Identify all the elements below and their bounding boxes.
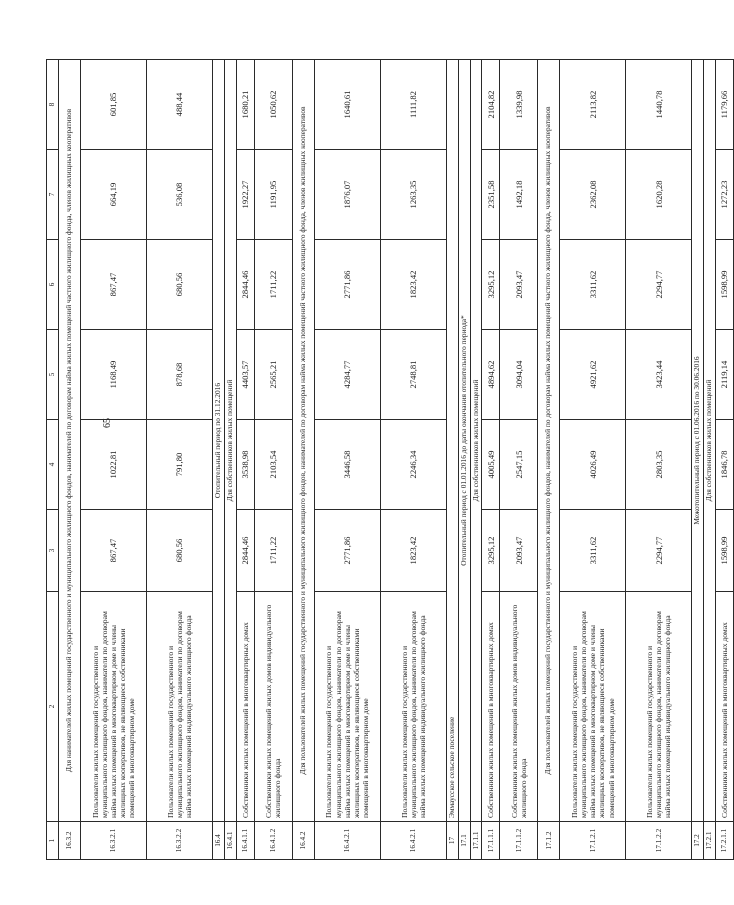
section-title: Межотопительный период с 01.06.2016 по 30.06.2016 — [692, 60, 704, 822]
tariff-value: 536,08 — [147, 150, 213, 240]
tariff-value: 2771,86 — [314, 240, 380, 330]
tariff-value: 1339,98 — [500, 60, 538, 150]
row-code: 17.1.2.2 — [626, 822, 692, 860]
tariff-value: 3311,62 — [560, 240, 626, 330]
section-title: Для собственников жилых помещений — [704, 60, 716, 822]
row-code: 17 — [446, 822, 458, 860]
tariff-value: 2246,34 — [380, 420, 446, 510]
tariff-value: 2565,21 — [254, 330, 292, 420]
section-row — [224, 60, 236, 860]
row-code: 17.2 — [692, 822, 704, 860]
column-number: 4 — [47, 420, 59, 510]
tariff-table-wrapper — [46, 60, 734, 860]
tariff-value: 2748,81 — [380, 330, 446, 420]
row-code: 16.4.1.2 — [254, 822, 292, 860]
section-row — [59, 60, 81, 860]
tariff-value: 1823,42 — [380, 240, 446, 330]
section-row — [446, 60, 458, 860]
column-number: 5 — [47, 330, 59, 420]
tariff-value: 2093,47 — [500, 240, 538, 330]
tariff-value: 1876,07 — [314, 150, 380, 240]
consumer-category: Пользователи жилых помещений государственного и муниципального жилищного фондов, наниматели по договорам найма жилых помещений индивидуального жилищного фонда — [147, 592, 213, 822]
table-row — [147, 60, 213, 860]
column-number: 2 — [47, 592, 59, 822]
table-row — [716, 60, 734, 860]
tariff-table — [46, 59, 734, 860]
section-row — [704, 60, 716, 860]
table-row — [236, 60, 254, 860]
row-code: 17.2.1.1 — [716, 822, 734, 860]
column-numbers-row — [47, 60, 59, 860]
column-number: 7 — [47, 150, 59, 240]
table-row — [254, 60, 292, 860]
tariff-value: 4921,62 — [560, 330, 626, 420]
consumer-category: Собственники жилых помещений в многоквартирных домах — [716, 592, 734, 822]
tariff-value: 2351,58 — [482, 150, 500, 240]
tariff-value: 1711,22 — [254, 240, 292, 330]
tariff-value: 4026,49 — [560, 420, 626, 510]
tariff-value: 1846,78 — [716, 420, 734, 510]
tariff-value: 2362,08 — [560, 150, 626, 240]
tariff-value: 4894,62 — [482, 330, 500, 420]
row-code: 16.4 — [213, 822, 225, 860]
tariff-value: 3423,44 — [626, 330, 692, 420]
column-number: 6 — [47, 240, 59, 330]
tariff-value: 1640,61 — [314, 60, 380, 150]
tariff-value: 2104,82 — [482, 60, 500, 150]
tariff-value: 4403,57 — [236, 330, 254, 420]
tariff-value: 867,47 — [81, 510, 147, 592]
tariff-value: 601,85 — [81, 60, 147, 150]
tariff-value: 3295,12 — [482, 510, 500, 592]
table-row — [500, 60, 538, 860]
tariff-value: 2844,46 — [236, 240, 254, 330]
section-row — [292, 60, 314, 860]
tariff-value: 1050,62 — [254, 60, 292, 150]
row-code: 17.1.1 — [470, 822, 482, 860]
tariff-value: 867,47 — [81, 240, 147, 330]
tariff-value: 1191,95 — [254, 150, 292, 240]
row-code: 16.4.1 — [224, 822, 236, 860]
tariff-value: 1598,99 — [716, 510, 734, 592]
consumer-category: Пользователи жилых помещений государственного и муниципального жилищного фондов, наниматели по договорам найма жилых помещений индивидуального жилищного фонда — [626, 592, 692, 822]
consumer-category: Пользователи жилых помещений государственного и муниципального жилищного фондов, наниматели по договорам найма жилых помещений в многоквартирном доме и члены жилищных кооперативов, не являющиеся собственниками помещений в многоквартирном доме — [81, 592, 147, 822]
section-title: Для собственников жилых помещений — [470, 60, 482, 822]
tariff-value: 4005,49 — [482, 420, 500, 510]
section-row — [470, 60, 482, 860]
tariff-value: 1022,81 — [81, 420, 147, 510]
section-title: Для пользователей жилых помещений государственного и муниципального жилищного фондов, нанимателей по договорам найма жилых помещений частного жилищного фонда, членов жилищных кооперативов — [538, 60, 560, 822]
tariff-value: 1111,82 — [380, 60, 446, 150]
tariff-value: 1263,35 — [380, 150, 446, 240]
tariff-value: 2119,14 — [716, 330, 734, 420]
tariff-value: 3094,04 — [500, 330, 538, 420]
consumer-category: Пользователи жилых помещений государственного и муниципального жилищного фондов, наниматели по договорам найма жилых помещений индивидуального жилищного фонда — [380, 592, 446, 822]
row-code: 17.1.2 — [538, 822, 560, 860]
row-code: 16.4.2.1 — [380, 822, 446, 860]
section-title: Для пользователей жилых помещений государственного и муниципального жилищного фондов, нанимателей по договорам найма жилых помещений частного жилищного фонда, членов жилищных кооперативов — [292, 60, 314, 822]
tariff-value: 878,68 — [147, 330, 213, 420]
table-row — [482, 60, 500, 860]
tariff-value: 2113,82 — [560, 60, 626, 150]
tariff-value: 2103,54 — [254, 420, 292, 510]
tariff-value: 680,56 — [147, 240, 213, 330]
tariff-value: 1711,22 — [254, 510, 292, 592]
column-number: 3 — [47, 510, 59, 592]
section-title: Для собственников жилых помещений — [224, 60, 236, 822]
tariff-value: 2771,86 — [314, 510, 380, 592]
tariff-value: 1272,23 — [716, 150, 734, 240]
tariff-value: 2093,47 — [500, 510, 538, 592]
tariff-value: 2844,46 — [236, 510, 254, 592]
tariff-value: 2294,77 — [626, 240, 692, 330]
table-row — [81, 60, 147, 860]
tariff-value: 2803,35 — [626, 420, 692, 510]
section-title: Отопительный период по 31.12.2016 — [213, 60, 225, 822]
table-row — [380, 60, 446, 860]
tariff-value: 791,80 — [147, 420, 213, 510]
section-title: Эммаусское сельское поселение — [446, 60, 458, 822]
row-code: 16.3.2.1 — [81, 822, 147, 860]
consumer-category: Собственники жилых помещений в многоквартирных домах — [236, 592, 254, 822]
consumer-category: Пользователи жилых помещений государственного и муниципального жилищного фондов, наниматели по договорам найма жилых помещений в многоквартирном доме и члены жилищных кооперативов, не являющиеся собственниками помещений в многоквартирном доме — [560, 592, 626, 822]
tariff-value: 4284,77 — [314, 330, 380, 420]
section-row — [692, 60, 704, 860]
row-code: 16.4.2 — [292, 822, 314, 860]
consumer-category: Собственники жилых помещений жилых домов индивидуального жилищного фонда — [254, 592, 292, 822]
table-body — [47, 60, 734, 860]
row-code: 16.3.2.2 — [147, 822, 213, 860]
section-row — [213, 60, 225, 860]
consumer-category: Пользователи жилых помещений государственного и муниципального жилищного фондов, наниматели по договорам найма жилых помещений в многоквартирном доме и члены жилищных кооперативов, не являющиеся собственниками помещений в многоквартирном доме — [314, 592, 380, 822]
tariff-value: 1168,49 — [81, 330, 147, 420]
row-code: 17.2.1 — [704, 822, 716, 860]
consumer-category: Собственники жилых помещений в многоквартирных домах — [482, 592, 500, 822]
table-row — [314, 60, 380, 860]
tariff-value: 2547,15 — [500, 420, 538, 510]
tariff-value: 1680,21 — [236, 60, 254, 150]
row-code: 17.1 — [458, 822, 470, 860]
tariff-value: 1598,99 — [716, 240, 734, 330]
tariff-value: 2294,77 — [626, 510, 692, 592]
section-row — [458, 60, 470, 860]
consumer-category: Собственники жилых помещений жилых домов индивидуального жилищного фонда — [500, 592, 538, 822]
table-row — [626, 60, 692, 860]
tariff-value: 1440,78 — [626, 60, 692, 150]
page-number: 65 — [102, 418, 113, 428]
tariff-value: 1922,27 — [236, 150, 254, 240]
tariff-value: 664,19 — [81, 150, 147, 240]
tariff-value: 680,56 — [147, 510, 213, 592]
column-number: 8 — [47, 60, 59, 150]
section-row — [538, 60, 560, 860]
row-code: 16.4.2.1 — [314, 822, 380, 860]
tariff-value: 1620,28 — [626, 150, 692, 240]
row-code: 16.3.2 — [59, 822, 81, 860]
section-title: Отопительный период с 01.01.2016 до даты окончания отопительного периода* — [458, 60, 470, 822]
section-title: Для нанимателей жилых помещений государственного и муниципального жилищного фондов, нанимателей по договорам найма жилых помещений частного жилищного фонда, членов жилищных кооперативов — [59, 60, 81, 822]
tariff-value: 3295,12 — [482, 240, 500, 330]
column-number: 1 — [47, 822, 59, 860]
table-row — [560, 60, 626, 860]
tariff-value: 3446,58 — [314, 420, 380, 510]
tariff-value: 3311,62 — [560, 510, 626, 592]
row-code: 17.1.2.1 — [560, 822, 626, 860]
row-code: 17.1.1.1 — [482, 822, 500, 860]
row-code: 16.4.1.1 — [236, 822, 254, 860]
row-code: 17.1.1.2 — [500, 822, 538, 860]
tariff-value: 1492,18 — [500, 150, 538, 240]
tariff-value: 1823,42 — [380, 510, 446, 592]
tariff-value: 3538,98 — [236, 420, 254, 510]
tariff-value: 488,44 — [147, 60, 213, 150]
tariff-value: 1179,66 — [716, 60, 734, 150]
